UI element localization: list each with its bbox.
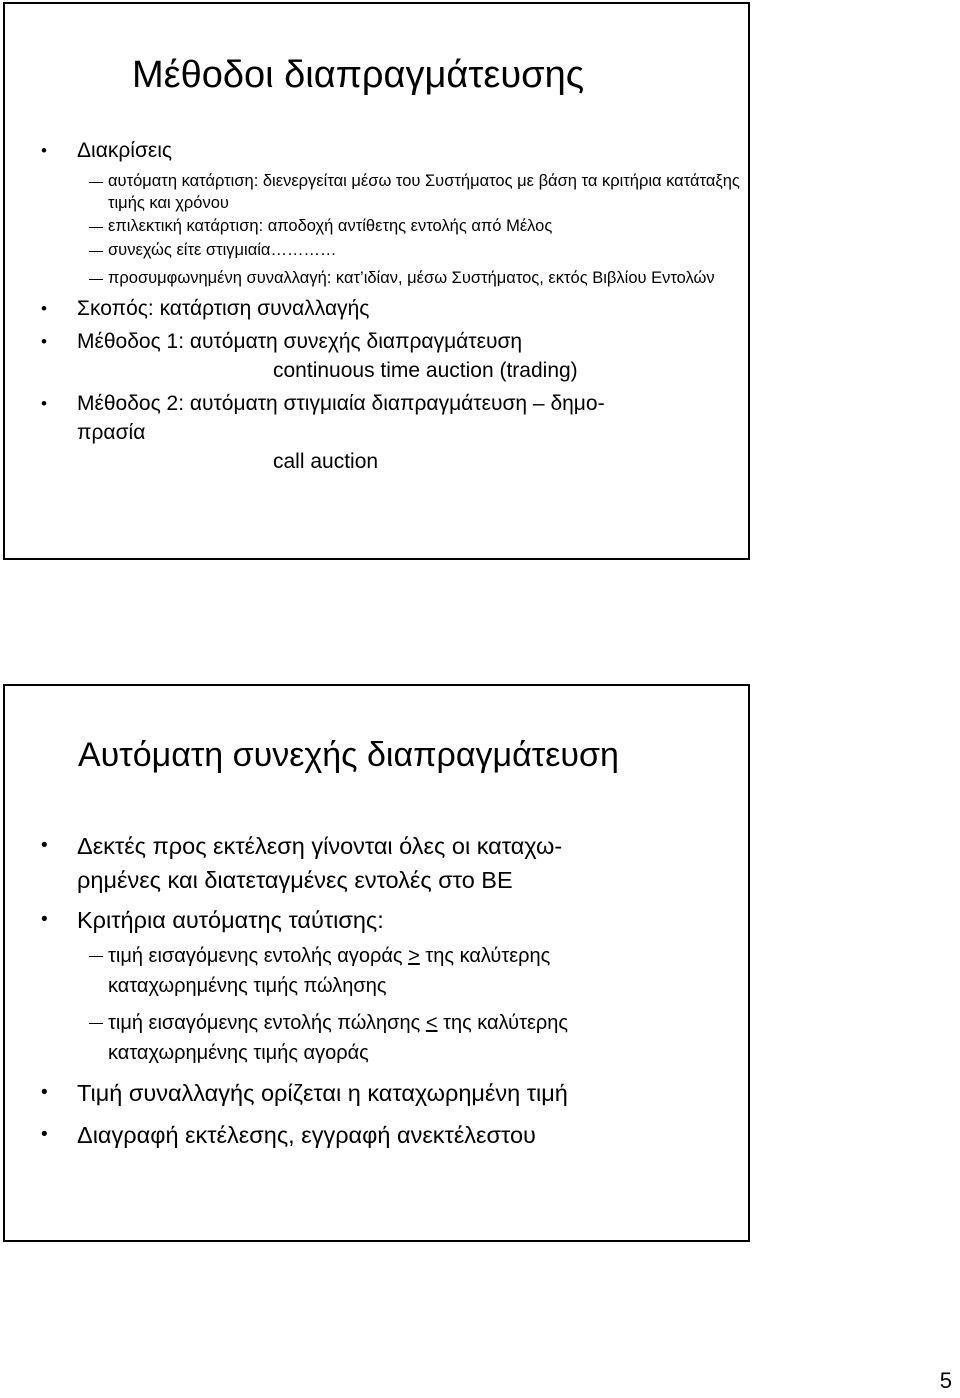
sub-item-continuous-or-instant: συνεχώς είτε στιγμιαία………… <box>41 240 741 262</box>
sub-item-text-line-2: καταχωρημένης τιμής πώλησης <box>108 975 387 997</box>
bullet-accepted-orders-line-2: ρημένες και διατεταγμένες εντολές στο ΒΕ <box>77 867 513 893</box>
slide-methods <box>3 2 750 560</box>
sub-item-sell-order-criterion <box>41 1008 741 1068</box>
slide-title: Αυτόματη συνεχής διαπραγμάτευση <box>78 736 619 774</box>
sub-item-text: της καλύτερης <box>437 1012 569 1034</box>
less-or-equal-symbol: < <box>425 1012 438 1034</box>
method-2-subtext: call auction <box>273 449 379 473</box>
bullet-list <box>41 823 741 1152</box>
bullet-diakriseis: • Διακρίσεις <box>41 136 741 165</box>
sub-item-text: τιμή εισαγόμενης εντολής αγοράς <box>108 945 409 967</box>
sub-item-selective-matching: επιλεκτική κατάρτιση: αποδοχή αντίθετης εντολής από Μέλος <box>41 216 741 238</box>
sub-item-text: της καλύτερης <box>419 945 551 967</box>
sub-item-pre-agreed-trade: προσυμφωνημένη συναλλαγή: κατ’ιδίαν, μέσω Συστήματος, εκτός Βιβλίου Εντολών <box>41 268 741 290</box>
bullet-accepted-orders-line-1: • Δεκτές προς εκτέλεση γίνονται όλες οι καταχω- <box>77 833 563 859</box>
sub-item-buy-order-criterion <box>41 941 741 1001</box>
greater-or-equal-symbol: > <box>408 945 420 967</box>
bullet-method-2 <box>41 389 741 476</box>
sub-item-text: τιμή εισαγόμενης εντολής πώλησης <box>108 1012 426 1034</box>
method-1-subtext: continuous time auction (trading) <box>273 358 578 382</box>
slide-title: Μέθοδοι διαπραγμάτευσης <box>132 54 585 96</box>
sub-item-automatic-matching: αυτόματη κατάρτιση: διενεργείται μέσω του Συστήματος με βάση τα κριτήρια κατάταξης τιμής και χρόνου <box>41 171 741 214</box>
sub-item-text-line-2: καταχωρημένης τιμής αγοράς <box>108 1042 369 1064</box>
method-2-line-2: πρασία <box>77 420 146 444</box>
bullet-execution-deletion: • Διαγραφή εκτέλεσης, εγγραφή ανεκτέλεστου <box>41 1118 741 1152</box>
bullet-trade-price: • Τιμή συναλλαγής ορίζεται η καταχωρημένη τιμή <box>41 1076 741 1110</box>
bullet-method-1 <box>41 327 741 385</box>
bullet-list <box>41 136 741 476</box>
page-number: 5 <box>939 1368 952 1393</box>
method-2-line-1: • Μέθοδος 2: αυτόματη στιγμιαία διαπραγμάτευση – δημο- <box>77 391 605 415</box>
bullet-matching-criteria: • Κριτήρια αυτόματης ταύτισης: <box>41 903 741 937</box>
method-1-label: Μέθοδος 1: αυτόματη συνεχής διαπραγμάτευση <box>77 329 523 353</box>
bullet-accepted-orders <box>41 829 741 897</box>
slide-continuous-trading <box>3 684 750 1242</box>
bullet-skopos: • Σκοπός: κατάρτιση συναλλαγής <box>41 294 741 323</box>
